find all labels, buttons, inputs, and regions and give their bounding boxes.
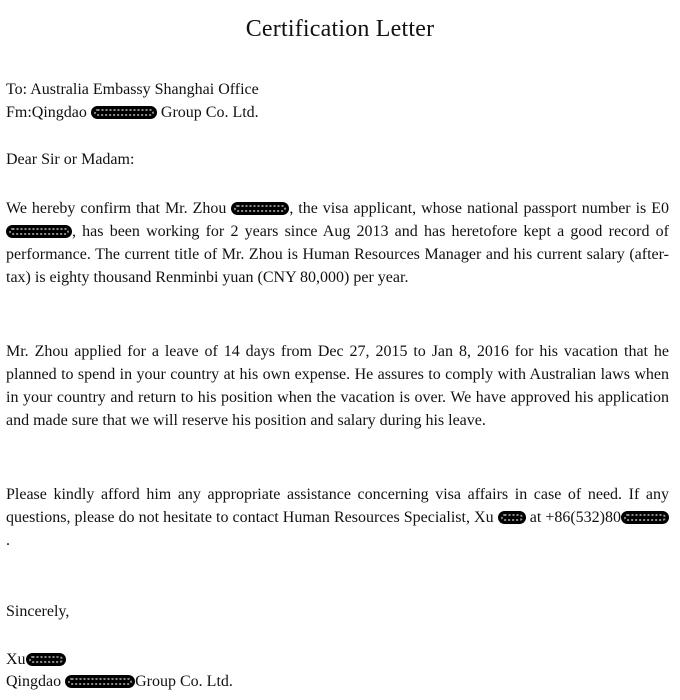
signature-company-suffix: Group Co. Ltd. <box>135 673 233 690</box>
closing: Sincerely, <box>6 603 70 620</box>
sender-line <box>6 102 259 124</box>
redacted-phone-number <box>621 511 669 524</box>
paragraph1-part1: We hereby confirm that Mr. Zhou <box>6 200 232 217</box>
paragraph3-part1: Please kindly afford him any appropriate assistance concerning visa affairs in case of need. If any questions, please do not hesitate to contact Human Resources Specialist, Xu <box>6 486 669 526</box>
sender-suffix: Group Co. Ltd. <box>156 104 259 121</box>
paragraph1-part2: , the visa applicant, whose national passport number is E0 <box>289 200 669 217</box>
paragraph-assistance <box>6 483 669 552</box>
paragraph1-part3: , has been working for 2 years since Aug 2013 and has heretofore kept a good record of performance. The current title of Mr. Zhou is Human Resources Manager and his current salary (after-tax) is eighty thousand Renminbi yuan (CNY 80,000) per year. <box>6 223 669 286</box>
signature-name <box>6 649 66 671</box>
signature-company-prefix: Qingdao <box>6 673 66 690</box>
salutation: Dear Sir or Madam: <box>6 151 135 168</box>
paragraph-leave: Mr. Zhou applied for a leave of 14 days from Dec 27, 2015 to Jan 8, 2016 for his vacation that he planned to spend in your country at his own expense. He assures to comply with Australian laws when in your country and return to his position when the vacation is over. We have approved his application and made sure that we will reserve his position and salary during his leave. <box>6 343 669 429</box>
redacted-signature-company <box>65 675 135 688</box>
redacted-contact-name <box>498 511 526 524</box>
signature-name-prefix: Xu <box>6 651 26 668</box>
redacted-applicant-name <box>231 202 289 215</box>
redacted-company-name <box>91 106 157 119</box>
paragraph3-part2: at +86(532)80 <box>525 509 622 526</box>
redacted-passport-number <box>6 225 72 238</box>
signature-company <box>6 671 233 693</box>
paragraph-employment <box>6 197 669 289</box>
letter-title: Certification Letter <box>245 16 435 42</box>
sender-prefix: Fm:Qingdao <box>6 104 91 121</box>
redacted-signatory-name <box>26 653 66 666</box>
paragraph3-part3: . <box>6 532 10 549</box>
recipient-line: To: Australia Embassy Shanghai Office <box>6 81 259 98</box>
